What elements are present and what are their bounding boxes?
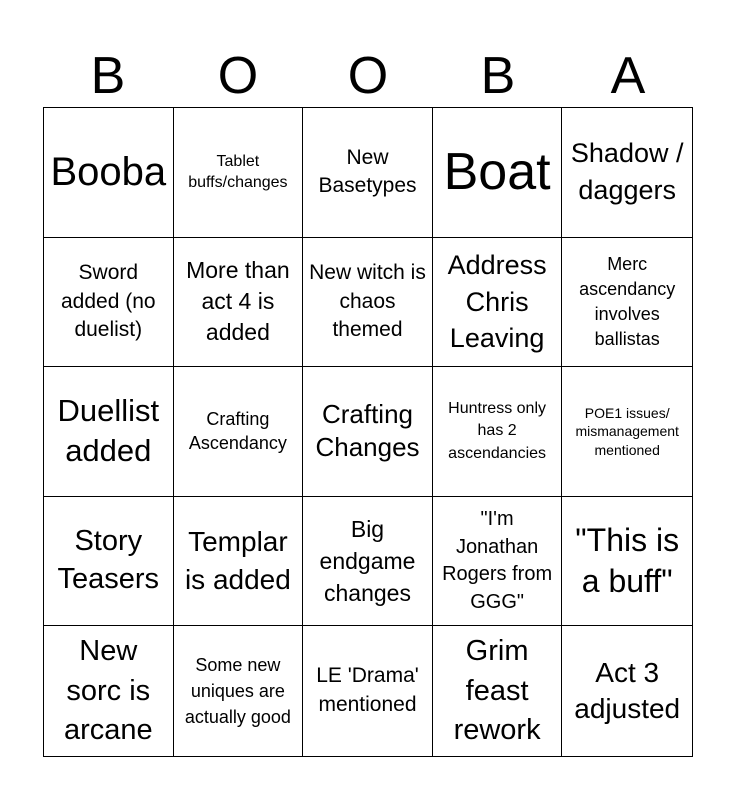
- bingo-cell-text: More than act 4 is added: [186, 257, 290, 346]
- bingo-cell-text: Some new uniques are actually good: [184, 655, 291, 728]
- bingo-cell-text: Crafting Ascendancy: [188, 409, 287, 454]
- bingo-cell-r5c4[interactable]: [433, 626, 563, 756]
- bingo-cell-r2c5[interactable]: [562, 238, 692, 368]
- bingo-cell-text: Merc ascendancy involves ballistas: [579, 254, 676, 349]
- bingo-cell-r2c2[interactable]: [174, 238, 304, 368]
- bingo-header: [43, 44, 693, 108]
- header-letter-o1: O: [217, 47, 259, 105]
- bingo-cell-text: LE 'Drama' mentioned: [316, 664, 419, 717]
- bingo-cell-r3c3[interactable]: [303, 367, 433, 497]
- bingo-cell-r3c2[interactable]: [174, 367, 304, 497]
- bingo-cell-text: Boat: [443, 143, 551, 201]
- bingo-cell-r1c1[interactable]: [44, 108, 174, 238]
- bingo-cell-text: New sorc is arcane: [63, 635, 153, 746]
- bingo-cell-r5c2[interactable]: [174, 626, 304, 756]
- bingo-cell-r3c1[interactable]: [44, 367, 174, 497]
- bingo-cell-text: Tablet buffs/changes: [188, 152, 288, 192]
- bingo-cell-r5c1[interactable]: [44, 626, 174, 756]
- bingo-cell-text: Templar is added: [184, 526, 291, 596]
- header-letter-b1: B: [90, 47, 126, 105]
- bingo-cell-r5c3[interactable]: [303, 626, 433, 756]
- header-letter-o2: O: [347, 47, 389, 105]
- bingo-cell-r4c3[interactable]: [303, 497, 433, 627]
- bingo-cell-r1c4[interactable]: [433, 108, 563, 238]
- bingo-cell-r1c5[interactable]: [562, 108, 692, 238]
- bingo-cell-text: Sword added (no duelist): [61, 261, 156, 342]
- bingo-cell-text: Crafting Changes: [315, 398, 420, 463]
- bingo-cell-text: "This is a buff": [575, 522, 680, 600]
- bingo-cell-r1c2[interactable]: [174, 108, 304, 238]
- bingo-cell-r5c5[interactable]: [562, 626, 692, 756]
- bingo-cell-r3c4[interactable]: [433, 367, 563, 497]
- bingo-cell-text: Act 3 adjusted: [574, 656, 681, 725]
- bingo-cell-r2c3[interactable]: [303, 238, 433, 368]
- bingo-cell-text: Big endgame changes: [319, 515, 416, 607]
- bingo-cell-text: Grim feast rework: [453, 635, 541, 746]
- bingo-cell-text: POE1 issues/ mismanagement mentioned: [575, 405, 679, 458]
- bingo-cell-r3c5[interactable]: [562, 367, 692, 497]
- bingo-cell-text: Booba: [50, 150, 167, 195]
- bingo-cell-text: New Basetypes: [318, 145, 417, 198]
- bingo-cell-r2c4[interactable]: [433, 238, 563, 368]
- bingo-cell-text: "I'm Jonathan Rogers from GGG": [442, 507, 553, 613]
- bingo-cell-r1c3[interactable]: [303, 108, 433, 238]
- bingo-cell-text: Shadow / daggers: [570, 138, 684, 206]
- bingo-cell-r4c1[interactable]: [44, 497, 174, 627]
- bingo-cell-r4c2[interactable]: [174, 497, 304, 627]
- bingo-cell-r4c5[interactable]: [562, 497, 692, 627]
- header-letter-b2: B: [480, 47, 516, 105]
- bingo-cell-text: Duellist added: [57, 393, 160, 469]
- bingo-cell-r2c1[interactable]: [44, 238, 174, 368]
- bingo-cell-text: Huntress only has 2 ascendancies: [448, 400, 547, 462]
- header-letter-a: A: [610, 47, 646, 105]
- bingo-cell-text: Address Chris Leaving: [447, 250, 547, 354]
- bingo-board: [43, 107, 693, 757]
- bingo-cell-text: New witch is chaos themed: [309, 261, 426, 342]
- bingo-cell-text: Story Teasers: [57, 525, 160, 596]
- bingo-cell-r4c4[interactable]: [433, 497, 563, 627]
